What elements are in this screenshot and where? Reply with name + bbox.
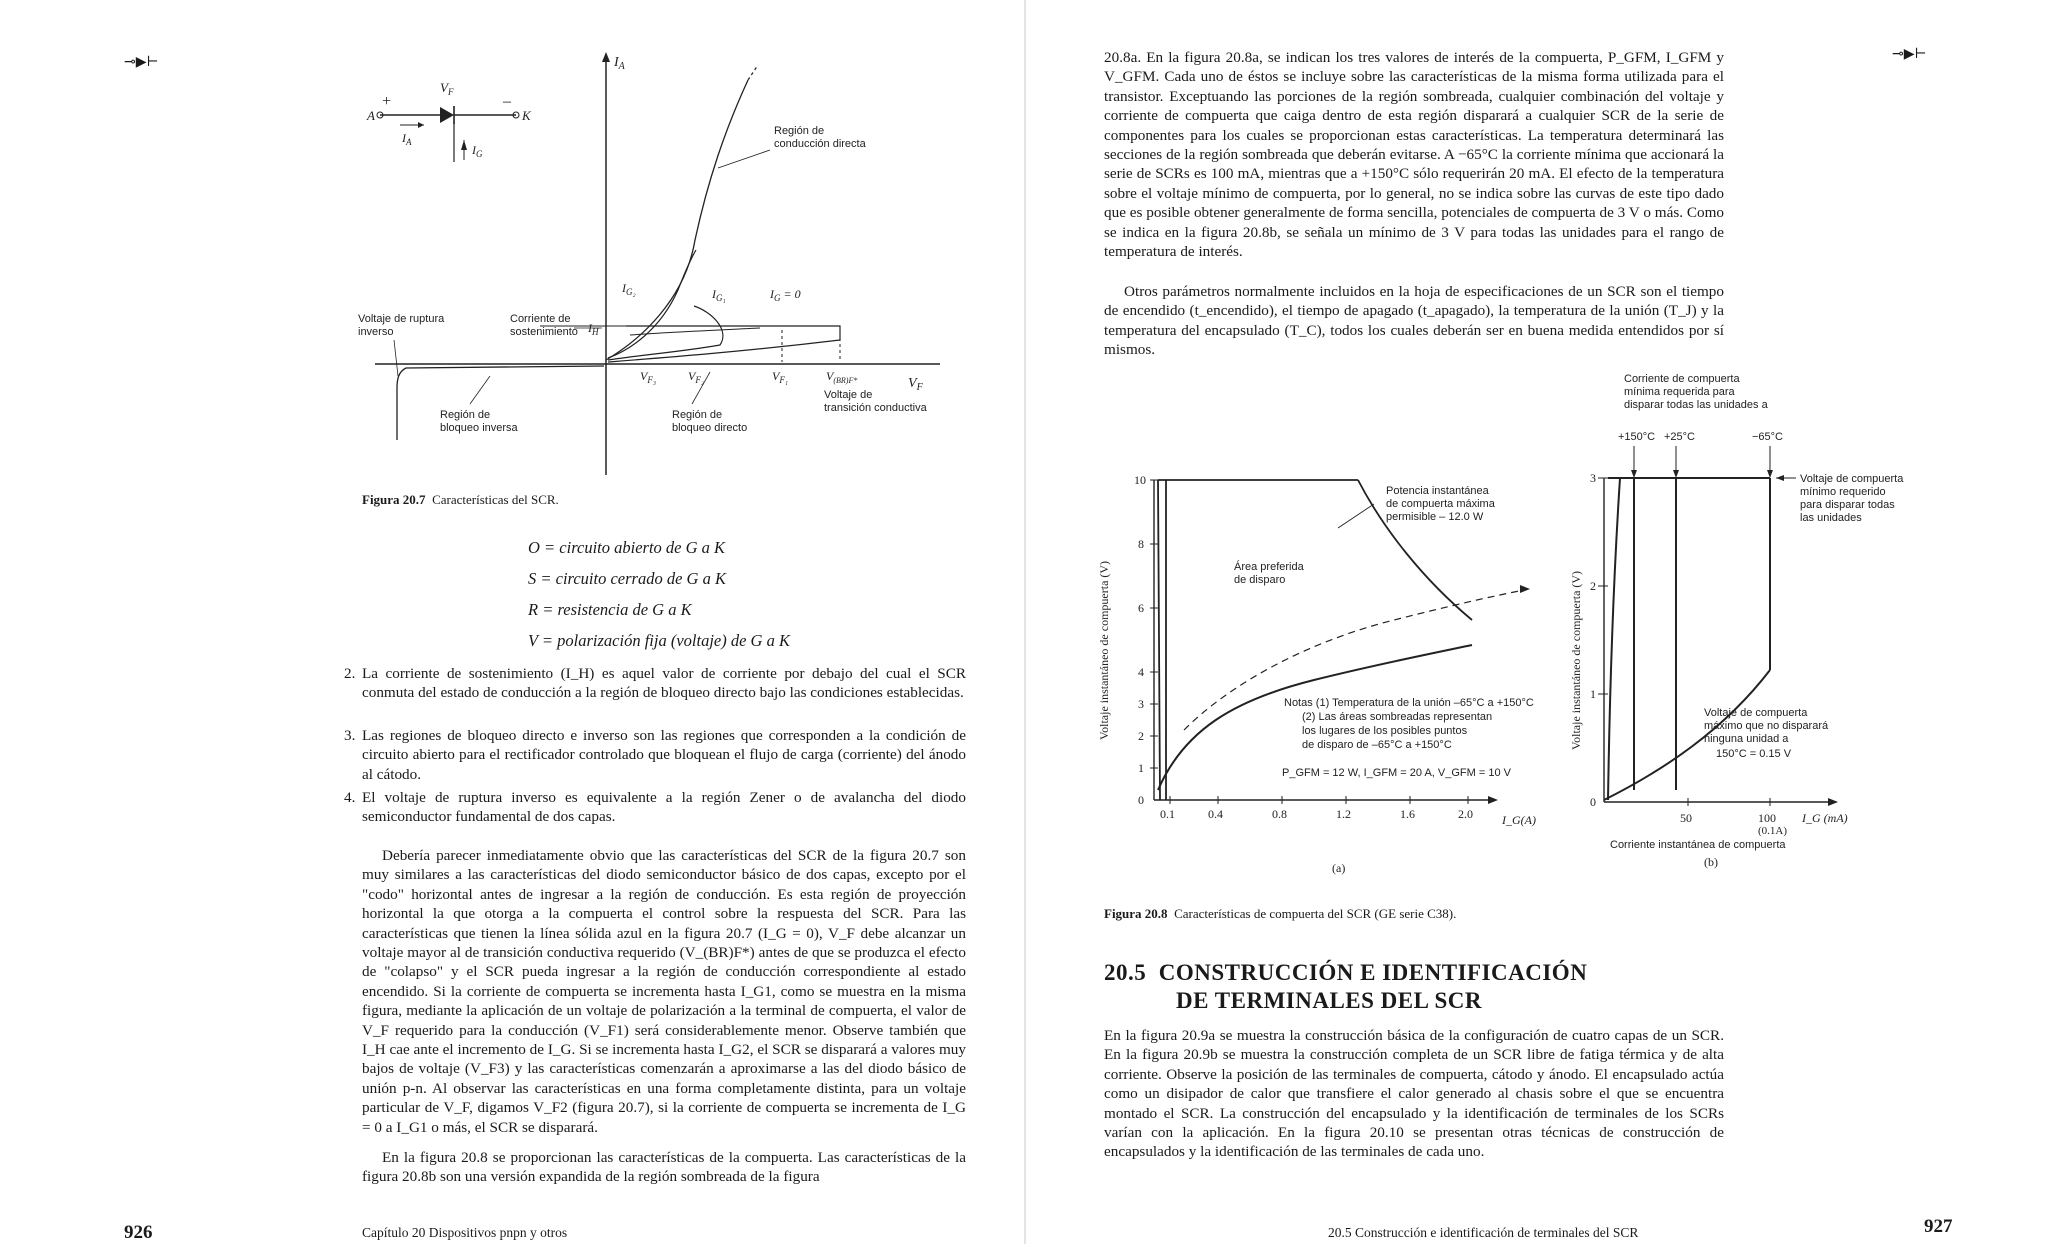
- list-item: 4. El voltaje de ruptura inverso es equivalente a la región Zener o de avalancha del diodo semiconductor fundamental de dos capas.: [344, 789, 966, 826]
- right-note: Voltaje de compuerta mínimo requerido para disparar todas las unidades: [1800, 473, 1904, 524]
- svg-text:1: 1: [1138, 761, 1144, 775]
- xlabel: I_G(A): [1502, 813, 1536, 827]
- svg-text:–: –: [503, 93, 511, 110]
- svg-text:VF₃: $V_{F_3}$: [640, 369, 656, 385]
- axis-vf-label: $V_F$: [908, 376, 923, 393]
- svg-text:A: A: [367, 108, 375, 123]
- svg-text:8: 8: [1138, 537, 1144, 551]
- svg-text:0.4: 0.4: [1208, 807, 1223, 821]
- page-number: 927: [1924, 1216, 1953, 1237]
- label-transition: Voltaje de transición conductiva: [824, 389, 927, 414]
- section-title: DE TERMINALES DEL SCR: [1176, 988, 1482, 1013]
- svg-text:6: 6: [1138, 601, 1144, 615]
- svg-text:0: 0: [1590, 795, 1596, 809]
- xlabel: I_G (mA): [1802, 811, 1848, 825]
- svg-text:IG₁: $I_{G_1}$: [712, 287, 726, 303]
- running-footer: 20.5 Construcción e identificación de terminales del SCR: [1328, 1225, 1639, 1240]
- running-footer: Capítulo 20 Dispositivos pnpn y otros: [362, 1225, 568, 1240]
- scr-symbol: [377, 106, 519, 162]
- figure-20-8a-gate-characteristics: [1094, 460, 1544, 890]
- legend-line: R = resistencia de G a K: [528, 600, 692, 619]
- svg-text:1: 1: [1590, 687, 1596, 701]
- svg-text:1.2: 1.2: [1336, 807, 1351, 821]
- svg-text:1.6: 1.6: [1400, 807, 1415, 821]
- figure-20-8b-gate-characteristics: [1544, 370, 2014, 870]
- svg-text:0.1: 0.1: [1160, 807, 1175, 821]
- svg-text:2: 2: [1590, 579, 1596, 593]
- svg-text:IG: $I_G$: [472, 143, 483, 159]
- inner-note: Voltaje de compuerta máximo que no disparará ninguna unidad a 150°C = 0.15 V: [1704, 707, 1829, 760]
- svg-text:2: 2: [1138, 729, 1144, 743]
- body-paragraph: En la figura 20.9a se muestra la construcción básica de la configuración de cuatro capas de un SCR. En la figura 20.9b se muestra la construcción completa de un SCR libre de fatiga térmica y de alta corriente. Observe la posición de las terminales de compuerta, cátodo y ánodo. El encapsulado actúa como un disipador de calor que transfiere el calor generado al chasis sobre el que se encuentra montado el SCR. La construcción del encapsulado y la identificación de terminales de los SCRs varían con la aplicación. En la figura 20.10 se presentan otras técnicas de construcción de encapsulados y la identificación de las terminales de cada uno.: [1104, 1027, 1724, 1161]
- svg-text:2.0: 2.0: [1458, 807, 1473, 821]
- svg-text:10: 10: [1134, 473, 1146, 487]
- ylabel: Voltaje instantáneo de compuerta (V): [1097, 560, 1111, 740]
- label-reverse-blocking: Región de bloqueo inversa: [440, 409, 518, 434]
- figure-20-8-caption: Figura 20.8 Características de compuerta del SCR (GE serie C38).: [1104, 906, 1457, 921]
- forward-conduction-curve: [606, 80, 748, 360]
- curve-ig2: [608, 250, 696, 358]
- notes: Notas (1) Temperatura de la unión –65°C a +150°C (2) Las áreas sombreadas representan los lugares de los posibles puntos de disparo de –65°C a +150°C: [1284, 697, 1534, 751]
- preferred-area-label: Área preferida de disparo: [1234, 561, 1304, 586]
- y-ticks: [1590, 471, 1608, 809]
- x-ticks: [1680, 798, 1787, 837]
- svg-text:0: 0: [1138, 793, 1144, 807]
- margin-diode-icon: ⊸▶⊢: [124, 55, 159, 70]
- svg-text:IA: $I_A$: [402, 131, 412, 147]
- svg-text:IG₂: $I_{G_2}$: [622, 281, 636, 297]
- sub-label-b: (b): [1704, 855, 1718, 869]
- svg-text:K: K: [522, 108, 531, 123]
- label-reverse-breakdown: Voltaje de ruptura inverso: [358, 313, 445, 338]
- svg-text:+150°C: +150°C: [1618, 431, 1656, 443]
- svg-text:+: +: [382, 93, 392, 110]
- label-forward-blocking: Región de bloqueo directo: [672, 409, 748, 434]
- legend-line: O = circuito abierto de G a K: [528, 538, 726, 557]
- svg-text:50: 50: [1680, 811, 1692, 825]
- label-holding-current: Corriente de sostenimiento: [510, 313, 578, 338]
- body-paragraph: Debería parecer inmediatamente obvio que las características del SCR de la figura 20.7 son muy similares a las características del diodo semiconductor básico de dos capas, excepto por el "codo" horizontal antes de ingresar a la región de conducción. Es esta región de proyección horizontal la que otorga a la compuerta el control sobre la respuesta del SCR. Para las características que tienen la línea sólida azul en la figura 20.7 (I_G = 0), V_F debe alcanzar un voltaje mayor al de transición conductiva requerido (V_(BR)F*) antes de que se produzca el efecto de "colapso" y el SCR pueda ingresar a la región de conducción correspondiente al estado encendido. Si la corriente de compuerta se incrementa hasta I_G1, como se muestra en la misma figura, mediante la aplicación de un voltaje de polarización a la terminal de compuerta, el valor de V_F requerido para la conducción (V_F1) será considerablemente menor. Observe también que I_H cae ante el incremento de I_G. Si se incrementa hasta I_G2, el SCR se disparará a valores muy bajos de voltaje (V_F3) y las características comenzarán a aproximarse a las del diodo básico de unión p-n. Al observar las características en una forma completamente distinta, para un voltaje particular de V_F, digamos V_F2 (figura 20.7), si la corriente de compuerta se incrementa de I_G = 0 a I_G1 o más, el SCR se disparará.: [362, 847, 966, 1136]
- figure-20-7-caption: Figura 20.7 Características del SCR.: [362, 492, 559, 507]
- power-note: Potencia instantánea de compuerta máxima permisible – 12.0 W: [1386, 485, 1495, 523]
- page-number: 926: [124, 1222, 153, 1243]
- svg-text:3: 3: [1138, 697, 1144, 711]
- legend-line: S = circuito cerrado de G a K: [528, 569, 726, 588]
- xlabel-bottom: Corriente instantánea de compuerta: [1610, 839, 1786, 851]
- legend-line: V = polarización fija (voltaje) de G a K: [528, 631, 790, 650]
- svg-text:VF: $V_F$: [440, 80, 454, 97]
- axis-ia-label: $I_A$: [614, 55, 625, 72]
- svg-text:0.8: 0.8: [1272, 807, 1287, 821]
- svg-text:(0.1A): (0.1A): [1758, 825, 1788, 837]
- margin-diode-icon: ⊸▶⊢: [1892, 47, 1927, 62]
- svg-text:−65°C: −65°C: [1752, 431, 1784, 443]
- body-paragraph: 20.8a. En la figura 20.8a, se indican los tres valores de interés de la compuerta, P_GFM, I_GFM y V_GFM. Cada uno de éstos se incluye sobre las características de la misma forma utilizada para el transistor. Exceptuando las porciones de la región sombreada, cualquier combinación del voltaje y corriente de compuerta que caiga dentro de esta región disparará a cualquier SCR de la serie de componentes para los cuales se proporcionan estas características. La temperatura determinará las secciones de la región sombreada que deberán evitarse. A −65°C la corriente mínima que accionará la serie de SCRs es 100 mA, mientras que a +150°C sólo requerirán 20 mA. El efecto de la temperatura sobre el voltaje mínimo de compuerta, por lo general, no se indica sobre las curvas de este tipo dado que es posible obtener generalmente de forma sencilla, potenciales de compuerta de 3 V o más. Como se indica en la figura 20.8b, se señala un mínimo de 3 V para todas las unidades para el rango de temperatura de interés.: [1104, 49, 1724, 261]
- figure-20-7-scr-characteristics: [340, 50, 980, 480]
- ratings: P_GFM = 12 W, I_GFM = 20 A, V_GFM = 10 V: [1282, 767, 1511, 779]
- svg-text:V(BR)F*: $V_{(BR)F*}$: [826, 369, 858, 385]
- list-item: 3. Las regiones de bloqueo directo e inverso son las regiones que corresponden a la condición de circuito abierto para el rectificador controlado que bloquean el flujo de carga (corriente) del ánodo al cátodo.: [344, 727, 966, 783]
- list-item: 2. La corriente de sostenimiento (I_H) es aquel valor de corriente por debajo del cual el SCR conmuta del estado de conducción a la región de bloqueo directo bajo las condiciones establecidas.: [344, 665, 966, 702]
- ylabel: Voltaje instantáneo de compuerta (V): [1569, 570, 1583, 750]
- svg-text:VF₁: $V_{F_1}$: [772, 369, 788, 385]
- svg-text:IH: $I_H$: [588, 321, 599, 337]
- body-paragraph: Otros parámetros normalmente incluidos en la hoja de especificaciones de un SCR son el tiempo de encendido (t_encendido), el tiempo de apagado (t_apagado), la temperatura de la unión (T_J) y la temperatura del encapsulado (T_C), todos los cuales deberán ser en buena medida entendidos por sí mismos.: [1104, 283, 1724, 359]
- svg-text:100: 100: [1758, 811, 1776, 825]
- svg-text:VF₂: $V_{F_2}$: [688, 369, 704, 385]
- top-note: Corriente de compuerta mínima requerida para disparar todas las unidades a: [1624, 373, 1768, 411]
- body-paragraph: En la figura 20.8 se proporcionan las características de la compuerta. Las características de la figura 20.8b son una versión expandida de la región sombreada de la figura: [362, 1149, 966, 1186]
- svg-text:4: 4: [1138, 665, 1144, 679]
- sub-label-a: (a): [1332, 861, 1346, 875]
- svg-text:3: 3: [1590, 471, 1596, 485]
- section-title: 20.5 CONSTRUCCIÓN E IDENTIFICACIÓN: [1104, 960, 1588, 985]
- label-forward-conduction: Región de conducción directa: [774, 125, 866, 150]
- svg-text:+25°C: +25°C: [1664, 431, 1696, 443]
- curve-ig0: [608, 326, 840, 362]
- right-page: [1024, 0, 2048, 1244]
- svg-text:IG = 0: $I_G = 0$: [770, 287, 801, 303]
